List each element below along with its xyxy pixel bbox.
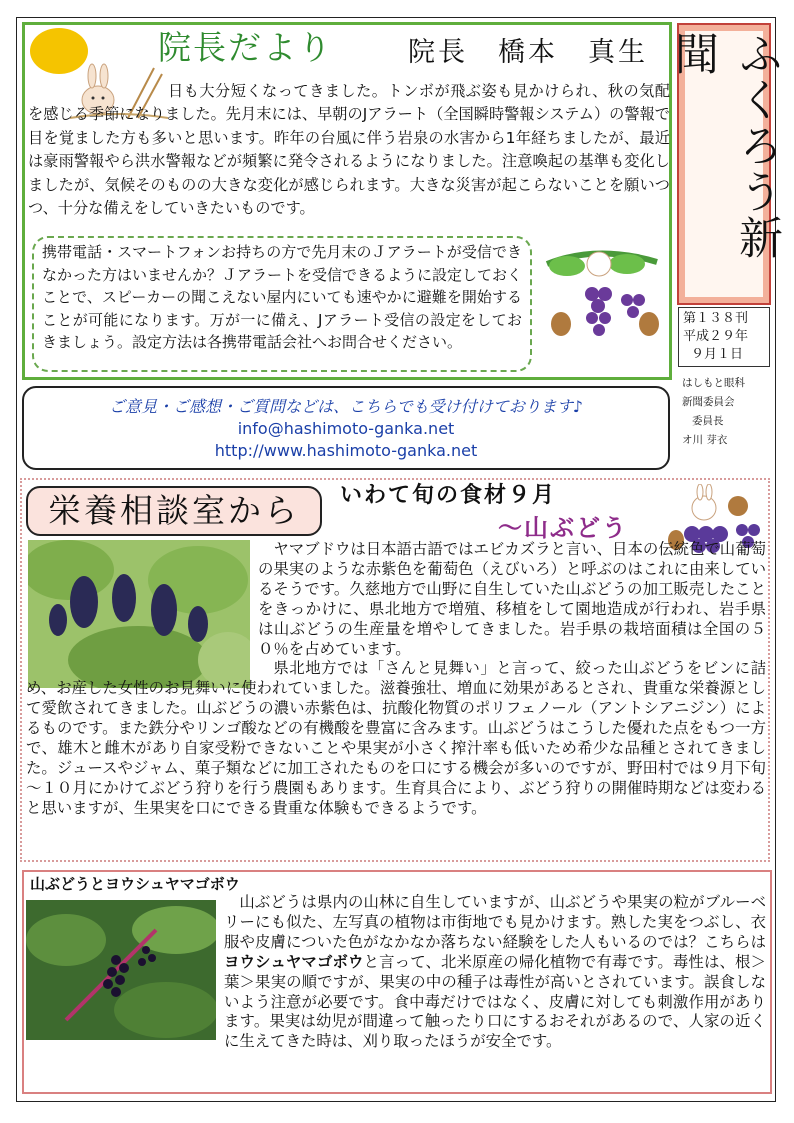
pokeweed-name-emphasis: ヨウシュヤマゴボウ	[224, 952, 364, 971]
pokeweed-heading: 山ぶどうとヨウシュヤマゴボウ	[30, 875, 240, 893]
committee-role: 委員長	[692, 415, 724, 427]
director-column-body: 日も大分短くなってきました。トンボが飛ぶ姿も見かけられ、秋の気配を感じる季節になりました。先月末には、早朝のJアラート（全国瞬時警報システム）の警報で目を覚ました方も多いと思います。昨年の台風に伴う岩泉の水害から1年経ちましたが、最近は豪雨警報やら洪水警報などが頻繁に発令されるようになりました。注意喚起の基準も変化しましたが、気候そのものの大きな変化が感じられます。大きな災害が起こらないことを願いつつ、十分な備えをしていきたいものです。	[28, 82, 670, 218]
director-column-title: 院長だより	[158, 28, 333, 67]
contact-website-link[interactable]: http://www.hashimoto-ganka.net	[214, 441, 478, 460]
issue-info	[678, 307, 770, 367]
seasonal-food-subtitle: ～山ぶどう	[498, 514, 628, 542]
nutrition-paragraph: ヤマブドウは日本語古語ではエビカズラと言い、日本の伝統色で山葡萄の果実のような赤紫色を葡萄色（えびいろ）と呼ぶのはこれに由来しているそうです。久慈地方で山野に自生していた山ぶどうの加工販売したことをきっかけに、県北地方で増殖、移植をして園地造成が行われ、岩手県は山ぶどうの生産量を増やしてきました。岩手県の栽培面積は全国の５０％を占めています。	[258, 540, 766, 658]
contact-email-link[interactable]: info@hashimoto-ganka.net	[237, 419, 455, 438]
pokeweed-text-before: 山ぶどうは県内の山林に自生していますが、山ぶどうや果実の粒がブルーベリーにも似た、左写真の植物は市街地でも見かけます。熟した実をつぶし、衣服や皮膚についた色がなかなか落ちない経験をした人もいるのでは？こちらは	[224, 893, 766, 951]
issue-era-date: 平成２９年	[683, 329, 749, 344]
committee-info	[676, 374, 772, 450]
grapes-characters-illustration	[537, 244, 667, 344]
director-name: 院長 橋本 真生	[408, 37, 648, 68]
masthead-inner	[667, 31, 782, 297]
contact-heading: ご意見・ご感想・ご質問などは、こちらでも受け付けております♪	[108, 397, 584, 416]
issue-number: 第１３８刊	[683, 311, 749, 326]
j-alert-notice	[32, 236, 532, 372]
nutrition-body	[26, 540, 766, 819]
newspaper-title: ふくろう新聞	[667, 31, 782, 261]
pokeweed-body	[28, 893, 766, 1052]
issue-date: ９月１日	[691, 347, 744, 362]
committee-chair: オ川 芽衣	[682, 434, 728, 446]
committee-name: 新聞委員会	[682, 396, 735, 408]
seasonal-food-heading: いわて旬の食材９月	[340, 483, 557, 508]
nutrition-title-box	[26, 486, 322, 536]
masthead	[667, 23, 782, 305]
pokeweed-text-after: と言って、北米原産の帰化植物で有毒です。毒性は、根＞葉＞果実の順ですが、果実の中の種子は毒性が高いとされています。誤食しないよう注意が必要です。食中毒だけではなく、皮膚に対しても刺激作用があります。果実は幼児が間違って触ったり口にするおそれがあるので、人家の近くに生えてきた時は、刈り取ったほうが安全です。	[224, 952, 766, 1051]
committee-clinic: はしもと眼科	[682, 377, 745, 389]
j-alert-notice-text: 携帯電話・スマートフォンお持ちの方で先月末のＪアラートが受信できなかった方はいませんか？Ｊアラートを受信できるように設定しておくことで、スピーカーの聞こえない屋内にいても速やかに避難を開始することが可能になります。万が一に備え、Jアラート受信の設定をしておきましょう。設定方法は各携帯電話会社へお問合せください。	[42, 243, 523, 351]
contact-box	[22, 386, 670, 470]
nutrition-paragraph: 県北地方では「さんと見舞い」と言って、絞った山ぶどうをビンに詰め、お産した女性のお見舞いに使われていました。滋養強壮、増血に効果があるとされ、貴重な栄養源として愛飲されてきました。山ぶどうの濃い赤紫色は、抗酸化物質のポリフェノール（アントシアニジン）によるものです。また鉄分やリンゴ酸などの有機酸を豊富に含みます。山ぶどうはこうした優れた点をもつ一方で、雄木と雌木があり自家受粉できないことや果実が小さく搾汁率も低いため希少な品種とされてきました。ジュースやジャム、菓子類などに加工されたものを口にする機会が多いのですが、野田村では９月下旬～１０月にかけてぶどう狩りを行う農園もあります。生育具合により、ぶどう狩りの開催時期などは変わると思いますが、生果実を口にできる貴重な体験もできるようです。	[26, 659, 766, 817]
nutrition-section-title: 栄養相談室から	[48, 491, 300, 530]
